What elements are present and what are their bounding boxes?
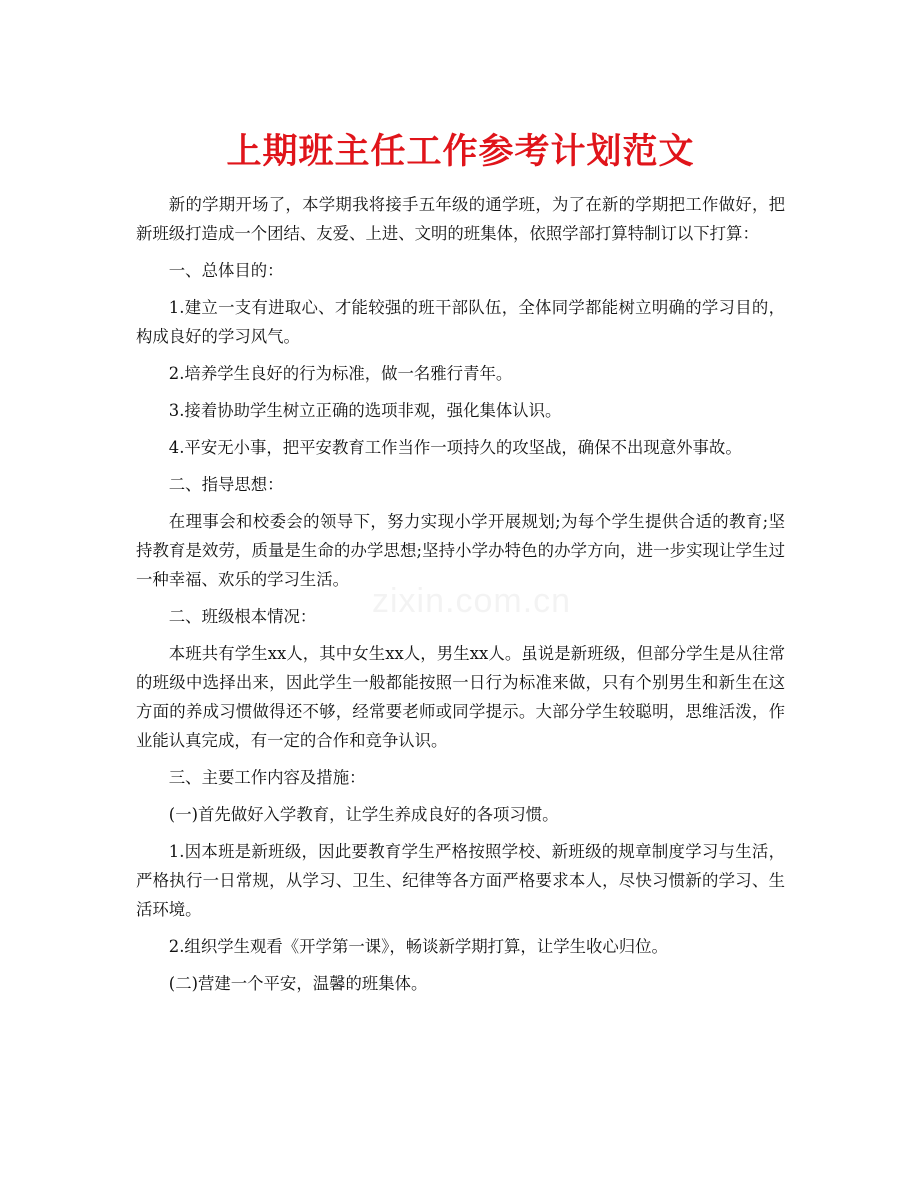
section-heading-guiding-ideology: 二、指导思想： (168, 475, 284, 494)
goal-item-4: 4.平安无小事，把平安教育工作当作一项持久的攻坚战，确保不出现意外事故。 (168, 438, 742, 457)
section-heading-main-work: 三、主要工作内容及措施： (168, 768, 366, 787)
subsection-heading-1: (一)首先做好入学教育，让学生养成良好的各项习惯。 (168, 805, 559, 824)
watermark: zixin.com.cn (372, 582, 572, 620)
goal-item-3: 3.接着协助学生树立正确的选项非观，强化集体认识。 (168, 401, 562, 420)
work-item-1: 1.因本班是新班级，因此要教育学生严格按照学校、新班级的规章制度学习与生活，严格执行一日常规，从学习、卫生、纪律等各方面严格要求本人，尽快习惯新的学习、生活环境。 (136, 842, 785, 919)
intro-paragraph: 新的学期开场了，本学期我将接手五年级的通学班，为了在新的学期把工作做好，把新班级打造成一个团结、友爱、上进、文明的班集体，依照学部打算特制订以下打算： (136, 195, 785, 243)
class-situation-paragraph: 本班共有学生xx人，其中女生xx人，男生xx人。虽说是新班级，但部分学生是从往常的班级中选择出来，因此学生一般都能按照一日行为标准来做，只有个别男生和新生在这方面的养成习惯做得还不够，经常要老师或同学提示。大部分学生较聪明，思维活泼，作业能认真完成，有一定的合作和竞争认识。 (136, 644, 785, 750)
document-title: 上期班主任工作参考计划范文 (226, 132, 695, 172)
subsection-heading-2: (二)营建一个平安，温馨的班集体。 (168, 974, 428, 993)
work-item-2: 2.组织学生观看《开学第一课》，畅谈新学期打算，让学生收心归位。 (168, 937, 668, 956)
goal-item-2: 2.培养学生良好的行为标准，做一名雅行青年。 (168, 364, 513, 383)
section-heading-overall-goal: 一、总体目的： (168, 261, 284, 280)
goal-item-1: 1.建立一支有进取心、才能较强的班干部队伍，全体同学都能树立明确的学习目的，构成良好的学习风气。 (136, 298, 785, 346)
guiding-ideology-paragraph: 在理事会和校委会的领导下，努力实现小学开展规划;为每个学生提供合适的教育;坚持教育是效劳，质量是生命的办学思想;坚持小学办特色的办学方向，进一步实现让学生过一种幸福、欢乐的学习生活。 (136, 512, 785, 589)
section-heading-class-situation: 二、班级根本情况： (168, 607, 317, 626)
